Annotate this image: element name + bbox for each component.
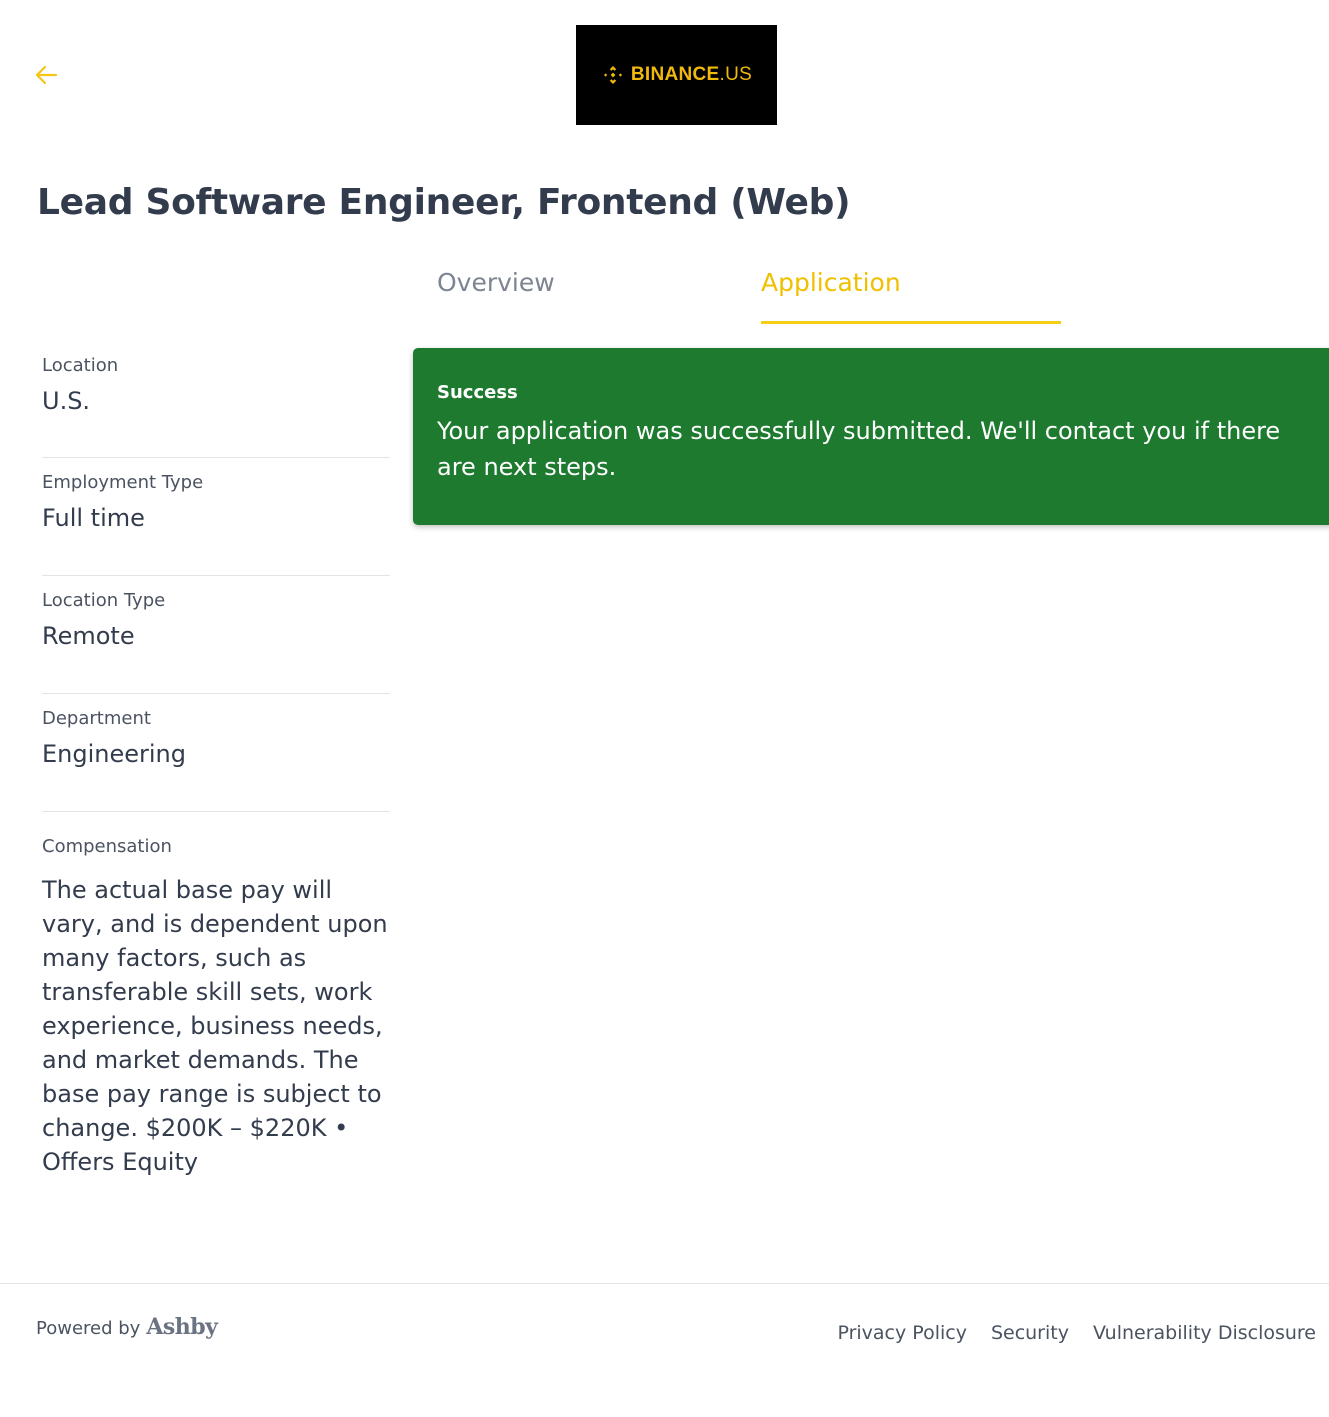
info-compensation (42, 812, 390, 1179)
tab-overview[interactable] (437, 262, 737, 324)
binance-diamond-icon (601, 63, 625, 87)
info-label: Employment Type (42, 472, 204, 493)
privacy-policy-link[interactable]: Privacy Policy (837, 1322, 967, 1344)
tab-bar (413, 262, 1329, 324)
info-location (42, 348, 390, 458)
info-value: U.S. (42, 387, 91, 415)
info-department (42, 694, 390, 812)
info-label: Department (42, 708, 151, 729)
page-title: Lead Software Engineer, Frontend (Web) (37, 182, 851, 223)
alert-message: Your application was successfully submitted. We'll contact you if there are next steps. (437, 417, 1281, 481)
tab-overview-label: Overview (437, 268, 555, 297)
job-details-sidebar (42, 348, 390, 1179)
info-value: Remote (42, 622, 135, 650)
alert-title: Success (437, 382, 518, 403)
company-logo[interactable] (576, 25, 777, 125)
info-value: Full time (42, 504, 145, 532)
logo-text (631, 64, 752, 86)
back-button[interactable] (30, 58, 64, 92)
info-value: Engineering (42, 740, 186, 768)
success-alert (413, 348, 1329, 525)
footer-links (837, 1322, 1316, 1344)
arrow-left-icon (30, 58, 64, 92)
tab-application[interactable] (761, 262, 1061, 324)
ashby-logo: Ashby (146, 1314, 218, 1340)
logo-suffix: .US (719, 64, 753, 85)
vulnerability-disclosure-link[interactable]: Vulnerability Disclosure (1092, 1322, 1316, 1344)
info-location-type (42, 576, 390, 694)
info-label: Location Type (42, 590, 166, 611)
info-employment-type (42, 458, 390, 576)
logo-brand: BINANCE (630, 64, 720, 85)
compensation-text: The actual base pay will vary, and is dependent upon many factors, such as transferable skill sets, work experience, business needs, and market demands. The base pay range is subject to change. $200K – $220K • Offers Equity (42, 876, 388, 1176)
powered-by-label: Powered by (36, 1318, 141, 1339)
powered-by[interactable] (36, 1314, 217, 1340)
security-link[interactable]: Security (990, 1322, 1069, 1344)
tab-application-label: Application (761, 268, 901, 297)
footer (0, 1283, 1329, 1417)
info-label: Location (42, 355, 119, 376)
info-label: Compensation (42, 836, 172, 857)
